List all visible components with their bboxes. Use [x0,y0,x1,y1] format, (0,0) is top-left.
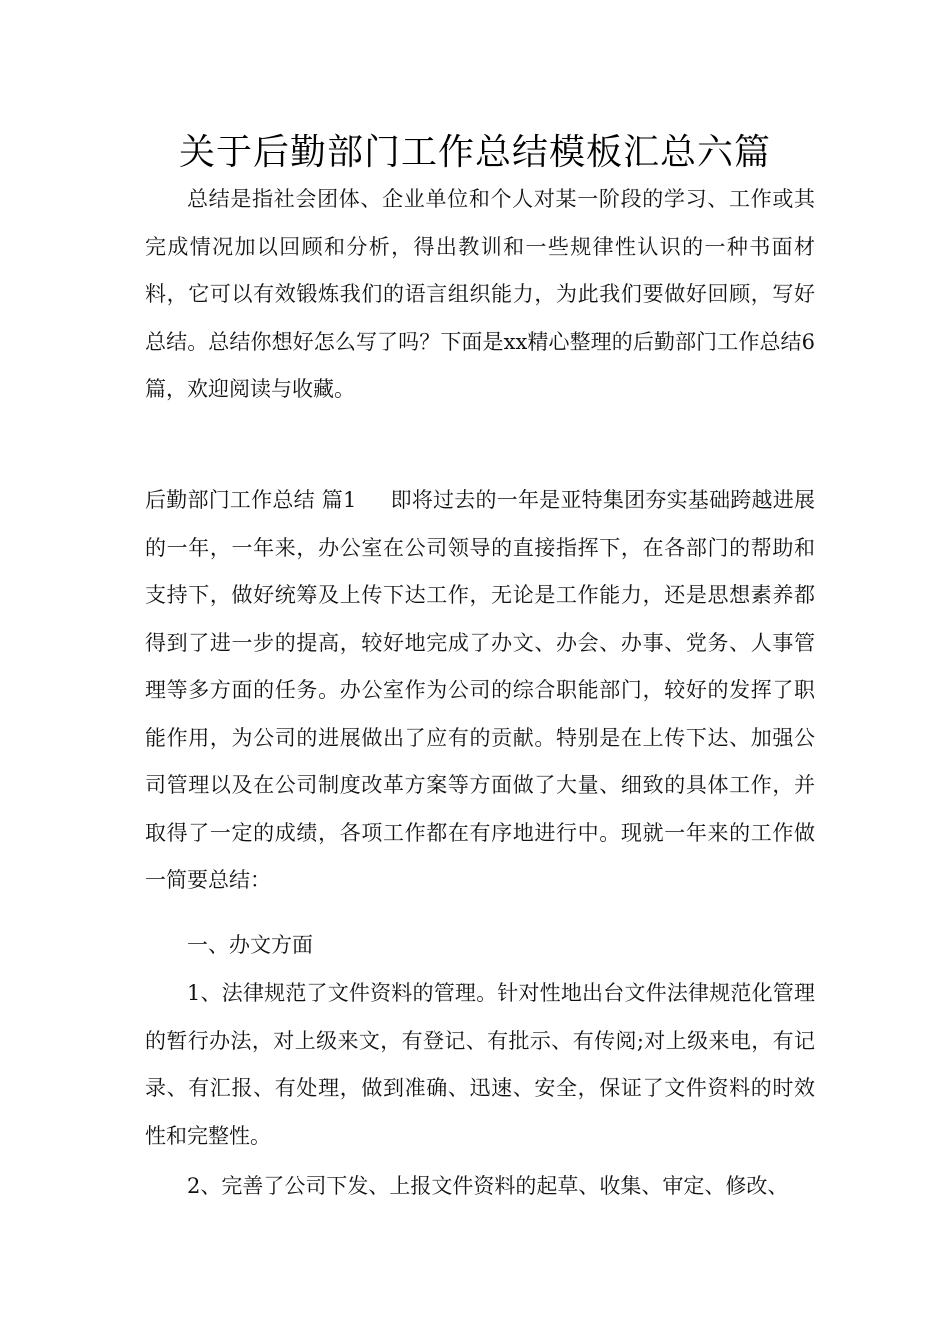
section-1-heading: 后勤部门工作总结 篇1 [145,488,357,512]
document-title: 关于后勤部门工作总结模板汇总六篇 [178,132,771,173]
intro-paragraph: 总结是指社会团体、企业单位和个人对某一阶段的学习、工作或其完成情况加以回顾和分析，得出教训和一些规律性认识的一种书面材料，它可以有效锻炼我们的语言组织能力，为此我们要做好回顾，写好总结。总结你想好怎么写了吗？下面是xx精心整理的后勤部门工作总结6篇，欢迎阅读与收藏。 [145,187,815,401]
section-1-paragraph [145,477,815,905]
item-2-paragraph: 2、完善了公司下发、上报文件资料的起草、收集、审定、修改、 [187,1174,789,1198]
section-1-text: 即将过去的一年是亚特集团夯实基础跨越进展的一年，一年来，办公室在公司领导的直接指挥下，在各部门的帮助和支持下，做好统筹及上传下达工作，无论是工作能力，还是思想素养都得到了进一步的提高，较好地完成了办文、办会、办事、党务、人事管理等多方面的任务。办公室作为公司的综合职能部门，较好的发挥了职能作用，为公司的进展做出了应有的贡献。特别是在上传下达、加强公司管理以及在公司制度改革方案等方面做了大量、细致的具体工作，并取得了一定的成绩，各项工作都在有序地进行中。现就一年来的工作做一简要总结： [145,488,815,892]
item-1-paragraph: 1、法律规范了文件资料的管理。针对性地出台文件法律规范化管理的暂行办法，对上级来文，有登记、有批示、有传阅;对上级来电，有记录、有汇报、有处理，做到准确、迅速、安全，保证了文件资料的时效性和完整性。 [145,981,815,1148]
subheading-office-writing: 一、办文方面 [187,933,313,957]
